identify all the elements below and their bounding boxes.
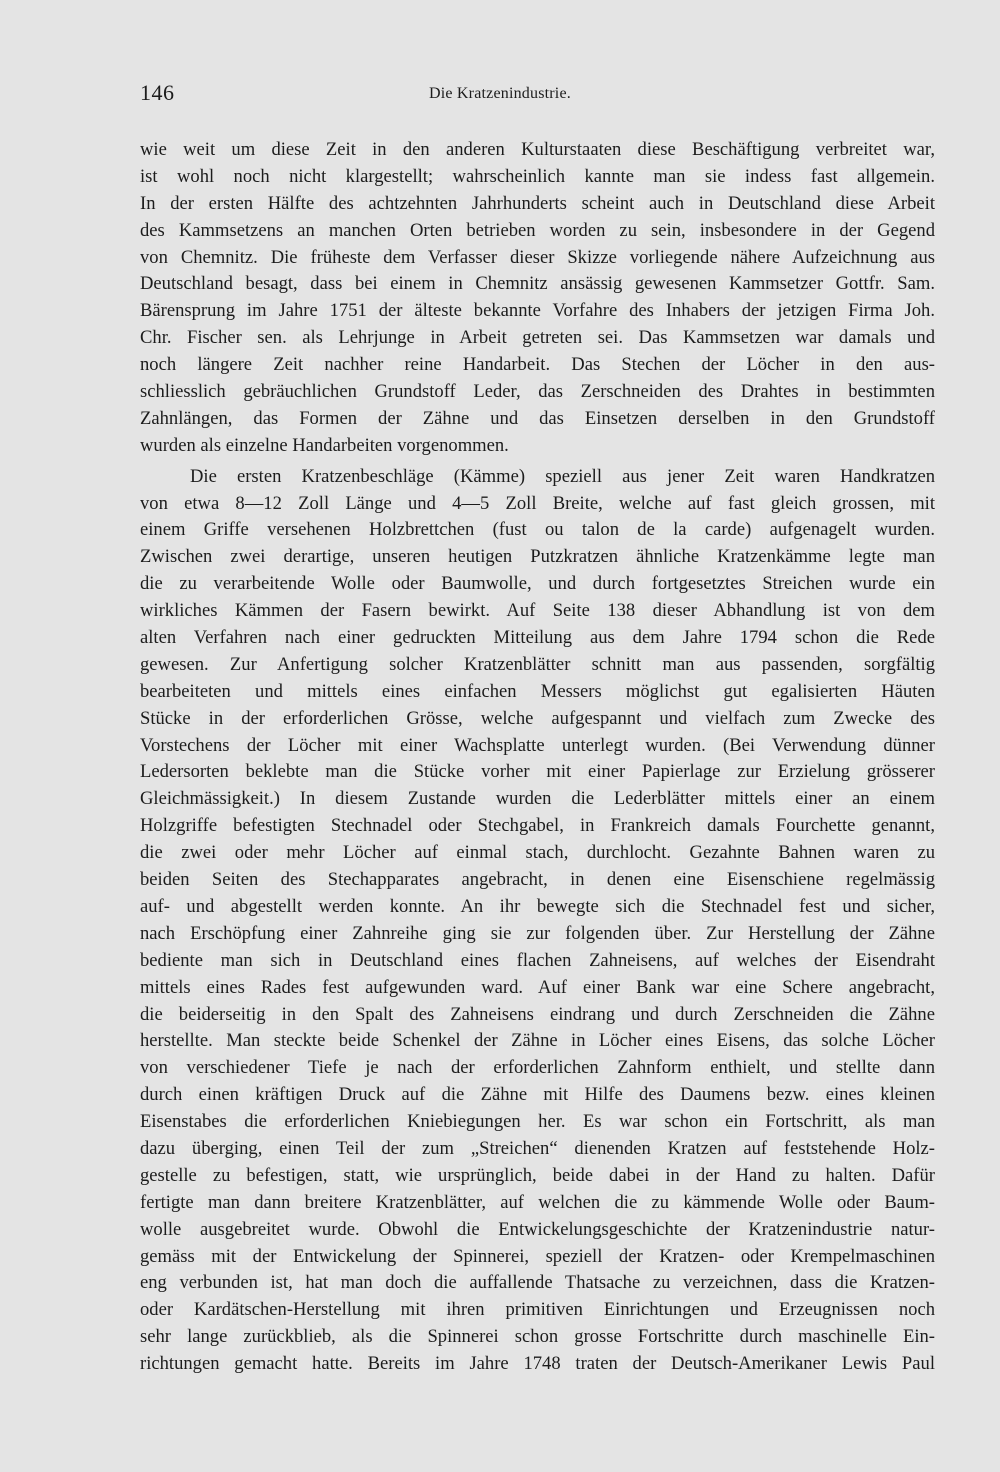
text-line: bearbeiteten und mittels eines einfachen Messers möglichst gut egalisierten Häuten (140, 680, 935, 702)
text-line: Die ersten Kratzenbeschläge (Kämme) speziell aus jener Zeit waren Handkratzen (190, 465, 935, 487)
text-line: Vorstechens der Löcher mit einer Wachsplatte unterlegt wurden. (Bei Verwendung dünner (140, 734, 935, 756)
running-title: Die Kratzenindustrie. (429, 85, 571, 102)
text-line: In der ersten Hälfte des achtzehnten Jahrhunderts scheint auch in Deutschland diese Arbeit (140, 192, 935, 214)
text-line: bediente man sich in Deutschland eines flachen Zahneisens, auf welches der Eisendraht (140, 949, 935, 971)
body-text (140, 137, 935, 1378)
text-line: wirkliches Kämmen der Fasern bewirkt. Auf Seite 138 dieser Abhandlung ist von dem (140, 600, 935, 622)
text-line: fertigte man dann breitere Kratzenblätter, auf welchen die zu kämmende Wolle oder Baum- (140, 1191, 935, 1213)
text-line: dazu überging, einen Teil der zum „Streichen“ dienenden Kratzen auf feststehende Holz- (140, 1137, 935, 1159)
text-line: eng verbunden ist, hat man doch die auffallende Thatsache zu verzeichnen, dass die Kratzen- (140, 1272, 935, 1294)
text-line: gemäss mit der Entwickelung der Spinnerei, speziell der Kratzen- oder Krempelmaschinen (140, 1245, 935, 1267)
text-line: Holzgriffe befestigten Stechnadel oder Stechgabel, in Frankreich damals Fourchette genannt, (140, 815, 935, 837)
text-line: von Chemnitz. Die früheste dem Verfasser dieser Skizze vorliegende nähere Aufzeichnung aus (140, 246, 935, 268)
text-line: Deutschland besagt, dass bei einem in Chemnitz ansässig gewesenen Kammsetzer Gottfr. Sam. (140, 273, 935, 295)
text-line: richtungen gemacht hatte. Bereits im Jahre 1748 traten der Deutsch-Amerikaner Lewis Paul (140, 1353, 935, 1375)
text-line: beiden Seiten des Stechapparates angebracht, in denen eine Eisenschiene regelmässig (140, 869, 935, 891)
text-line: auf- und abgestellt werden konnte. An ihr bewegte sich die Stechnadel fest und sicher, (140, 895, 935, 917)
text-line: des Kammsetzens an manchen Orten betrieben worden zu sein, insbesondere in der Gegend (140, 219, 935, 241)
paragraph-2 (140, 464, 935, 1378)
text-line: noch längere Zeit nachher reine Handarbeit. Das Stechen der Löcher in den aus- (140, 354, 935, 376)
paragraph-1 (140, 137, 935, 460)
text-line: Stücke in der erforderlichen Grösse, welche aufgespannt und vielfach zum Zwecke des (140, 707, 935, 729)
text-line: Eisenstabes die erforderlichen Kniebiegungen her. Es war schon ein Fortschritt, als man (140, 1111, 935, 1133)
text-line: mittels eines Rades fest aufgewunden ward. Auf einer Bank war eine Schere angebracht, (140, 976, 935, 998)
text-line: Bärensprung im Jahre 1751 der älteste bekannte Vorfahre des Inhabers der jetzigen Firma Joh. (140, 300, 935, 322)
page-number: 146 (140, 80, 175, 105)
text-line: einem Griffe versehenen Holzbrettchen (fust ou talon de la carde) aufgenagelt wurden. (140, 519, 935, 541)
text-line: von verschiedener Tiefe je nach der erforderlichen Zahnform enthielt, und stellte dann (140, 1057, 935, 1079)
text-line: nach Erschöpfung einer Zahnreihe ging sie zur folgenden über. Zur Herstellung der Zähne (140, 922, 935, 944)
text-line: die beiderseitig in den Spalt des Zahneisens eindrang und durch Zerschneiden die Zähne (140, 1003, 935, 1025)
text-line: wie weit um diese Zeit in den anderen Kulturstaaten diese Beschäftigung verbreitet war, (140, 139, 935, 160)
text-line: die zwei oder mehr Löcher auf einmal stach, durchlocht. Gezahnte Bahnen waren zu (140, 842, 935, 864)
text-line: durch einen kräftigen Druck auf die Zähne mit Hilfe des Daumens bezw. eines kleinen (140, 1084, 935, 1106)
text-line: Ledersorten beklebte man die Stücke vorher mit einer Papierlage zur Erzielung grösserer (140, 761, 935, 783)
text-line: gewesen. Zur Anfertigung solcher Kratzenblätter schnitt man aus passenden, sorgfältig (140, 653, 935, 675)
text-line: die zu verarbeitende Wolle oder Baumwolle, und durch fortgesetztes Streichen wurde ein (140, 573, 935, 595)
text-line: Zwischen zwei derartige, unseren heutigen Putzkratzen ähnliche Kratzenkämme legte man (140, 546, 935, 568)
text-line: wolle ausgebreitet wurde. Obwohl die Entwickelungsgeschichte der Kratzenindustrie natur- (140, 1218, 935, 1240)
text-line: herstellte. Man steckte beide Schenkel der Zähne in Löcher eines Eisens, das solche Löcher (140, 1030, 935, 1052)
text-line: gestelle zu befestigen, statt, wie ursprünglich, beide dabei in der Hand zu halten. Dafür (140, 1164, 935, 1186)
text-line: von etwa 8—12 Zoll Länge und 4—5 Zoll Breite, welche auf fast gleich grossen, mit (140, 492, 935, 514)
text-line: wurden als einzelne Handarbeiten vorgenommen. (140, 434, 509, 456)
text-line: alten Verfahren nach einer gedruckten Mitteilung aus dem Jahre 1794 schon die Rede (140, 627, 935, 649)
text-line: oder Kardätschen-Herstellung mit ihren primitiven Einrichtungen und Erzeugnissen noch (140, 1299, 935, 1321)
text-line: ist wohl noch nicht klargestellt; wahrscheinlich kannte man sie indess fast allgemein. (140, 165, 935, 187)
text-line: Gleichmässigkeit.) In diesem Zustande wurden die Lederblätter mittels einer an einem (140, 788, 935, 810)
text-line: Chr. Fischer sen. als Lehrjunge in Arbeit getreten sei. Das Kammsetzen war damals und (140, 327, 935, 349)
text-line: Zahnlängen, das Formen der Zähne und das Einsetzen derselben in den Grundstoff (140, 407, 935, 429)
text-line: sehr lange zurückblieb, als die Spinnerei schon grosse Fortschritte durch maschinelle Ein- (140, 1326, 935, 1348)
text-line: schliesslich gebräuchlichen Grundstoff Leder, das Zerschneiden des Drahtes in bestimmten (140, 381, 935, 403)
